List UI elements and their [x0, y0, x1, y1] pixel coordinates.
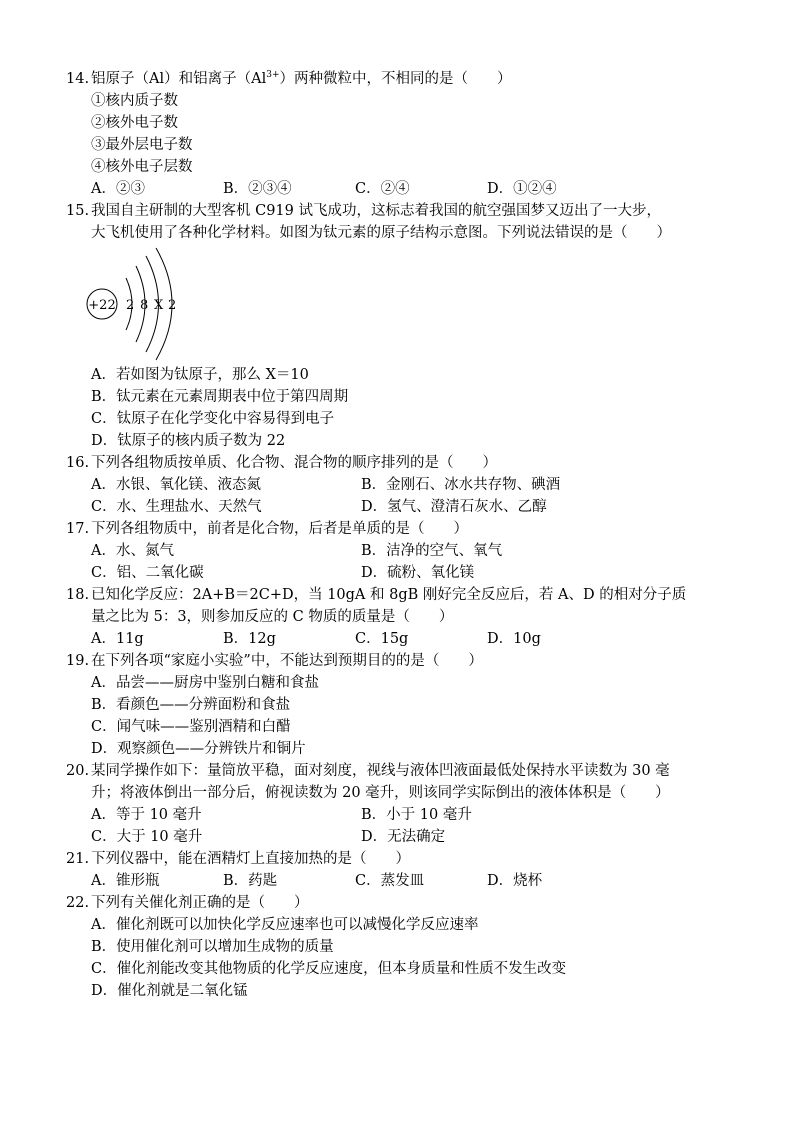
- option-d[interactable]: D．硫粉、氧化镁: [361, 565, 475, 581]
- question-stem: 下列有关催化剂正确的是（ ）: [91, 895, 309, 911]
- options-row: [66, 826, 746, 848]
- option-d[interactable]: D．氢气、澄清石灰水、乙醇: [361, 499, 547, 515]
- options-row: [66, 804, 746, 826]
- question-22: [66, 892, 746, 1002]
- statement-item: ①核内质子数: [91, 93, 178, 109]
- option-b[interactable]: B．金刚石、冰水共存物、碘酒: [361, 477, 561, 493]
- option-b[interactable]: B．钛元素在元素周期表中位于第四周期: [91, 389, 349, 405]
- options-row: [66, 540, 746, 562]
- question-stem: 下列各组物质按单质、化合物、混合物的顺序排列的是（ ）: [91, 455, 497, 471]
- option-d[interactable]: D．烧杯: [487, 873, 543, 889]
- statement-item: ③最外层电子数: [91, 137, 193, 153]
- question-16: [66, 452, 746, 518]
- option-a[interactable]: A．等于 10 毫升: [91, 807, 202, 823]
- question-19: [66, 650, 746, 760]
- option-a[interactable]: A．催化剂既可以加快化学反应速率也可以减慢化学反应速率: [91, 917, 479, 933]
- option-a[interactable]: A．11g: [91, 631, 144, 647]
- option-b[interactable]: B．②③④: [223, 181, 292, 197]
- question-stem: 下列仪器中，能在酒精灯上直接加热的是（ ）: [91, 851, 410, 867]
- option-c[interactable]: C．水、生理盐水、天然气: [91, 499, 262, 515]
- option-d[interactable]: D．钛原子的核内质子数为 22: [91, 433, 286, 449]
- shell-electron-count: X: [154, 298, 164, 313]
- option-b[interactable]: B．小于 10 毫升: [361, 807, 472, 823]
- question-stem-line1: 某同学操作如下：量筒放平稳，面对刻度，视线与液体凹液面最低处保持水平读数为 30 毫: [91, 763, 670, 779]
- option-b[interactable]: B．看颜色——分辨面粉和食盐: [91, 697, 291, 713]
- question-stem: 下列各组物质中，前者是化合物，后者是单质的是（ ）: [91, 521, 468, 537]
- question-number: 21.: [66, 851, 90, 867]
- option-c[interactable]: C．催化剂能改变其他物质的化学反应速度，但本身质量和性质不发生改变: [91, 961, 567, 977]
- option-a[interactable]: A．②③: [91, 181, 145, 197]
- question-stem: 铝原子（Al）和铝离子$(Al^{3+})$两种微粒中，不相同的是（ ）: [91, 70, 512, 87]
- question-20: [66, 760, 746, 848]
- option-c[interactable]: C．蒸发皿: [355, 873, 425, 889]
- option-c[interactable]: C．15g: [355, 631, 409, 647]
- options-row: [66, 870, 746, 892]
- options-row: [66, 474, 746, 496]
- option-d[interactable]: D．10g: [487, 631, 541, 647]
- option-d[interactable]: D．①②④: [487, 181, 557, 197]
- question-15: [66, 200, 746, 452]
- question-list: [66, 68, 746, 1002]
- option-b[interactable]: B．12g: [223, 631, 276, 647]
- option-d[interactable]: D．催化剂就是二氧化锰: [91, 983, 248, 999]
- shell-electron-count: 2: [126, 298, 135, 313]
- option-d[interactable]: D．无法确定: [361, 829, 446, 845]
- option-c[interactable]: C．大于 10 毫升: [91, 829, 203, 845]
- options-row: [66, 496, 746, 518]
- question-stem-line2: 大飞机使用了各种化学材料。如图为钛元素的原子结构示意图。下列说法错误的是（ ）: [91, 225, 671, 241]
- question-14: [66, 68, 746, 200]
- option-c[interactable]: C．铝、二氧化碳: [91, 565, 204, 581]
- options-row: [66, 178, 746, 200]
- nucleus-charge: +22: [88, 298, 116, 313]
- option-c[interactable]: C．闻气味——鉴别酒精和白醋: [91, 719, 291, 735]
- statement-item: ④核外电子层数: [91, 159, 193, 175]
- option-b[interactable]: B．洁净的空气、氧气: [361, 543, 503, 559]
- option-d[interactable]: D．观察颜色——分辨铁片和铜片: [91, 741, 306, 757]
- question-stem-line2: 量之比为 5：3，则参加反应的 C 物质的质量是（ ）: [91, 609, 454, 625]
- question-21: [66, 848, 746, 892]
- option-b[interactable]: B．使用催化剂可以增加生成物的质量: [91, 939, 334, 955]
- question-number: 19.: [66, 653, 90, 669]
- options-row: [66, 562, 746, 584]
- question-18: [66, 584, 746, 650]
- option-c[interactable]: C．②④: [355, 181, 410, 197]
- question-17: [66, 518, 746, 584]
- option-a[interactable]: A．品尝——厨房中鉴别白糖和食盐: [91, 675, 319, 691]
- statement-item: ②核外电子数: [91, 115, 178, 131]
- question-number: 15.: [66, 203, 90, 219]
- question-number: 18.: [66, 587, 90, 603]
- question-number: 17.: [66, 521, 90, 537]
- option-a[interactable]: A．水银、氧化镁、液态氮: [91, 477, 261, 493]
- question-stem-line1: 我国自主研制的大型客机 C919 试飞成功，这标志着我国的航空强国梦又迈出了一大步，: [91, 203, 661, 219]
- question-stem-line1: 已知化学反应：2A+B＝2C+D，当 10gA 和 8gB 刚好完全反应后，若 A、D 的相对分子质: [91, 587, 687, 603]
- shell-electron-count: 8: [140, 298, 149, 313]
- option-a[interactable]: A．若如图为钛原子，那么 X＝10: [91, 367, 309, 383]
- options-row: [66, 628, 746, 650]
- question-number: 14.: [66, 71, 90, 87]
- atomic-structure-diagram: [86, 244, 746, 364]
- question-number: 22.: [66, 895, 90, 911]
- question-stem-line2: 升；将液体倒出一部分后，俯视读数为 20 毫升，则该同学实际倒出的液体体积是（ ）: [91, 785, 670, 801]
- atom-diagram-svg: [86, 244, 246, 364]
- question-number: 20.: [66, 763, 90, 779]
- option-c[interactable]: C．钛原子在化学变化中容易得到电子: [91, 411, 335, 427]
- option-a[interactable]: A．水、氮气: [91, 543, 174, 559]
- question-number: 16.: [66, 455, 90, 471]
- option-b[interactable]: B．药匙: [223, 873, 278, 889]
- option-a[interactable]: A．锥形瓶: [91, 873, 160, 889]
- shell-electron-count: 2: [168, 298, 177, 313]
- question-stem: 在下列各项“家庭小实验”中，不能达到预期目的的是（ ）: [91, 653, 483, 669]
